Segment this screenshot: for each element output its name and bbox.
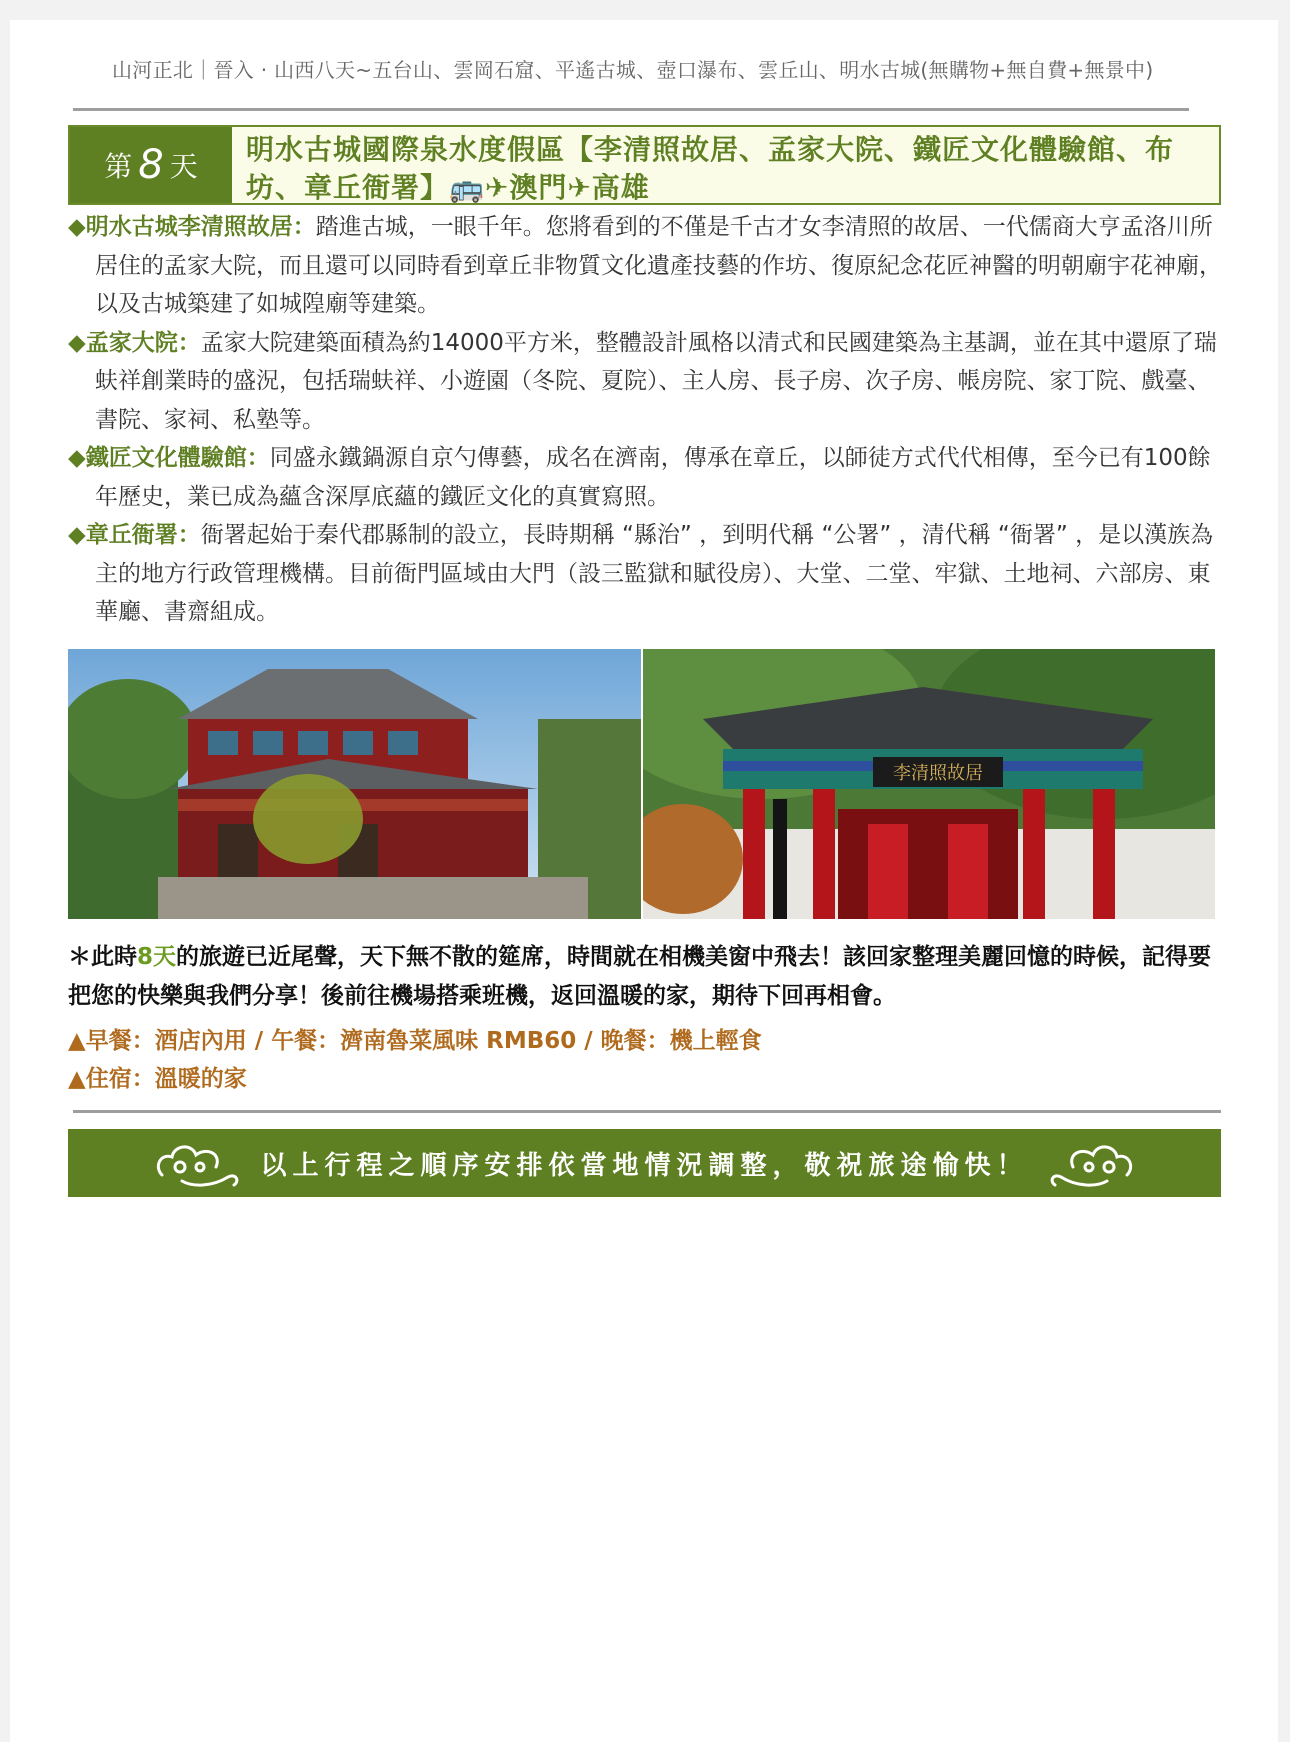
- attraction-heading: 明水古城李清照故居：: [85, 214, 316, 240]
- header-divider: [73, 108, 1189, 111]
- footer-divider: [73, 1110, 1221, 1113]
- diamond-bullet-icon: ◆: [68, 445, 86, 471]
- closing-days: 8天: [137, 944, 177, 970]
- tour-header: 山河正北｜晉入 · 山西八天~五台山、雲岡石窟、平遙古城、壺口瀑布、雲丘山、明水古城(無購物+無自費+無景中): [112, 58, 1154, 82]
- day-title-line1: 明水古城國際泉水度假區【李清照故居、孟家大院、鐵匠文化體驗館、布: [246, 133, 1175, 166]
- day-number: 8: [138, 142, 164, 188]
- attraction-item: [68, 208, 1228, 324]
- closing-star: ＊此時: [68, 944, 137, 970]
- attraction-description: 同盛永鐵鍋源自京勺傳藝，成名在濟南，傳承在章丘，以師徒方式代代相傳，至今已有100餘年歷史，業已成為蘊含深厚底蘊的鐵匠文化的真實寫照。: [95, 445, 1211, 510]
- meng-mansion-photo: [68, 649, 641, 919]
- lodging-line: ▲住宿：溫暖的家: [68, 1066, 247, 1092]
- closing-paragraph: [68, 938, 1228, 1016]
- photo-strip: [68, 649, 1215, 919]
- diamond-bullet-icon: ◆: [68, 329, 86, 356]
- banner-text: 以上行程之順序安排依當地情況調整，敬祝旅途愉快！: [260, 1150, 1029, 1181]
- attraction-item: [68, 324, 1228, 440]
- meals-line: ▲早餐：酒店內用 / 午餐：濟南魯菜風味 RMB60 / 晚餐：機上輕食: [68, 1028, 762, 1054]
- day-suffix: 天: [169, 150, 198, 183]
- attraction-description: 踏進古城，一眼千年。您將看到的不僅是千古才女李清照的故居、一代儒商大亨孟洛川所居住的孟家大院，而且還可以同時看到章丘非物質文化遺產技藝的作坊、復原紀念花匠神醫的明朝廟宇花神廟，以及古城築建了如城隍廟等建築。: [95, 214, 1222, 317]
- day-header: [68, 125, 1221, 205]
- meng-mansion-illustration: [68, 649, 641, 919]
- attraction-item: [68, 439, 1228, 516]
- cloud-left-icon: [152, 1137, 244, 1189]
- attraction-heading: 鐵匠文化體驗館：: [85, 445, 270, 471]
- attraction-item: [68, 516, 1228, 632]
- attraction-heading: 孟家大院：: [85, 329, 201, 356]
- li-qingzhao-residence-photo: [643, 649, 1215, 919]
- day-label: [70, 127, 232, 203]
- attraction-list: [68, 208, 1228, 632]
- day-title: [246, 131, 1206, 207]
- day-title-line2: 坊、章丘衙署】🚌✈澳門✈高雄: [246, 171, 650, 204]
- li-qingzhao-gate-illustration: [643, 649, 1215, 919]
- attraction-description: 孟家大院建築面積為約14000平方米，整體設計風格以清式和民國建築為主基調，並在其中還原了瑞蚨祥創業時的盛況，包括瑞蚨祥、小遊園（冬院、夏院）、主人房、長子房、次子房、帳房院、家丁院、戲臺、書院、家祠、私塾等。: [95, 329, 1217, 433]
- gate-sign: 李清照故居: [893, 763, 983, 784]
- attraction-description: 衙署起始于秦代郡縣制的設立，長時期稱 “縣治” ，到明代稱 “公署” ，清代稱 “衙署” ，是以漢族為主的地方行政管理機構。目前衙門區域由大門（設三監獄和賦役房）、大堂、二堂、牢獄、土地祠、六部房、東華廳、書齋組成。: [95, 522, 1214, 625]
- diamond-bullet-icon: ◆: [68, 522, 86, 548]
- closing-text: 的旅遊已近尾聲，天下無不散的筵席，時間就在相機美窗中飛去！該回家整理美麗回憶的時候，記得要把您的快樂與我們分享！後前往機場搭乘班機，返回溫暖的家，期待下回再相會。: [68, 944, 1212, 1009]
- diamond-bullet-icon: ◆: [68, 214, 86, 240]
- footer-banner: [68, 1129, 1221, 1197]
- day-prefix: 第: [104, 150, 133, 183]
- cloud-right-icon: [1045, 1137, 1137, 1189]
- attraction-heading: 章丘衙署：: [85, 522, 201, 548]
